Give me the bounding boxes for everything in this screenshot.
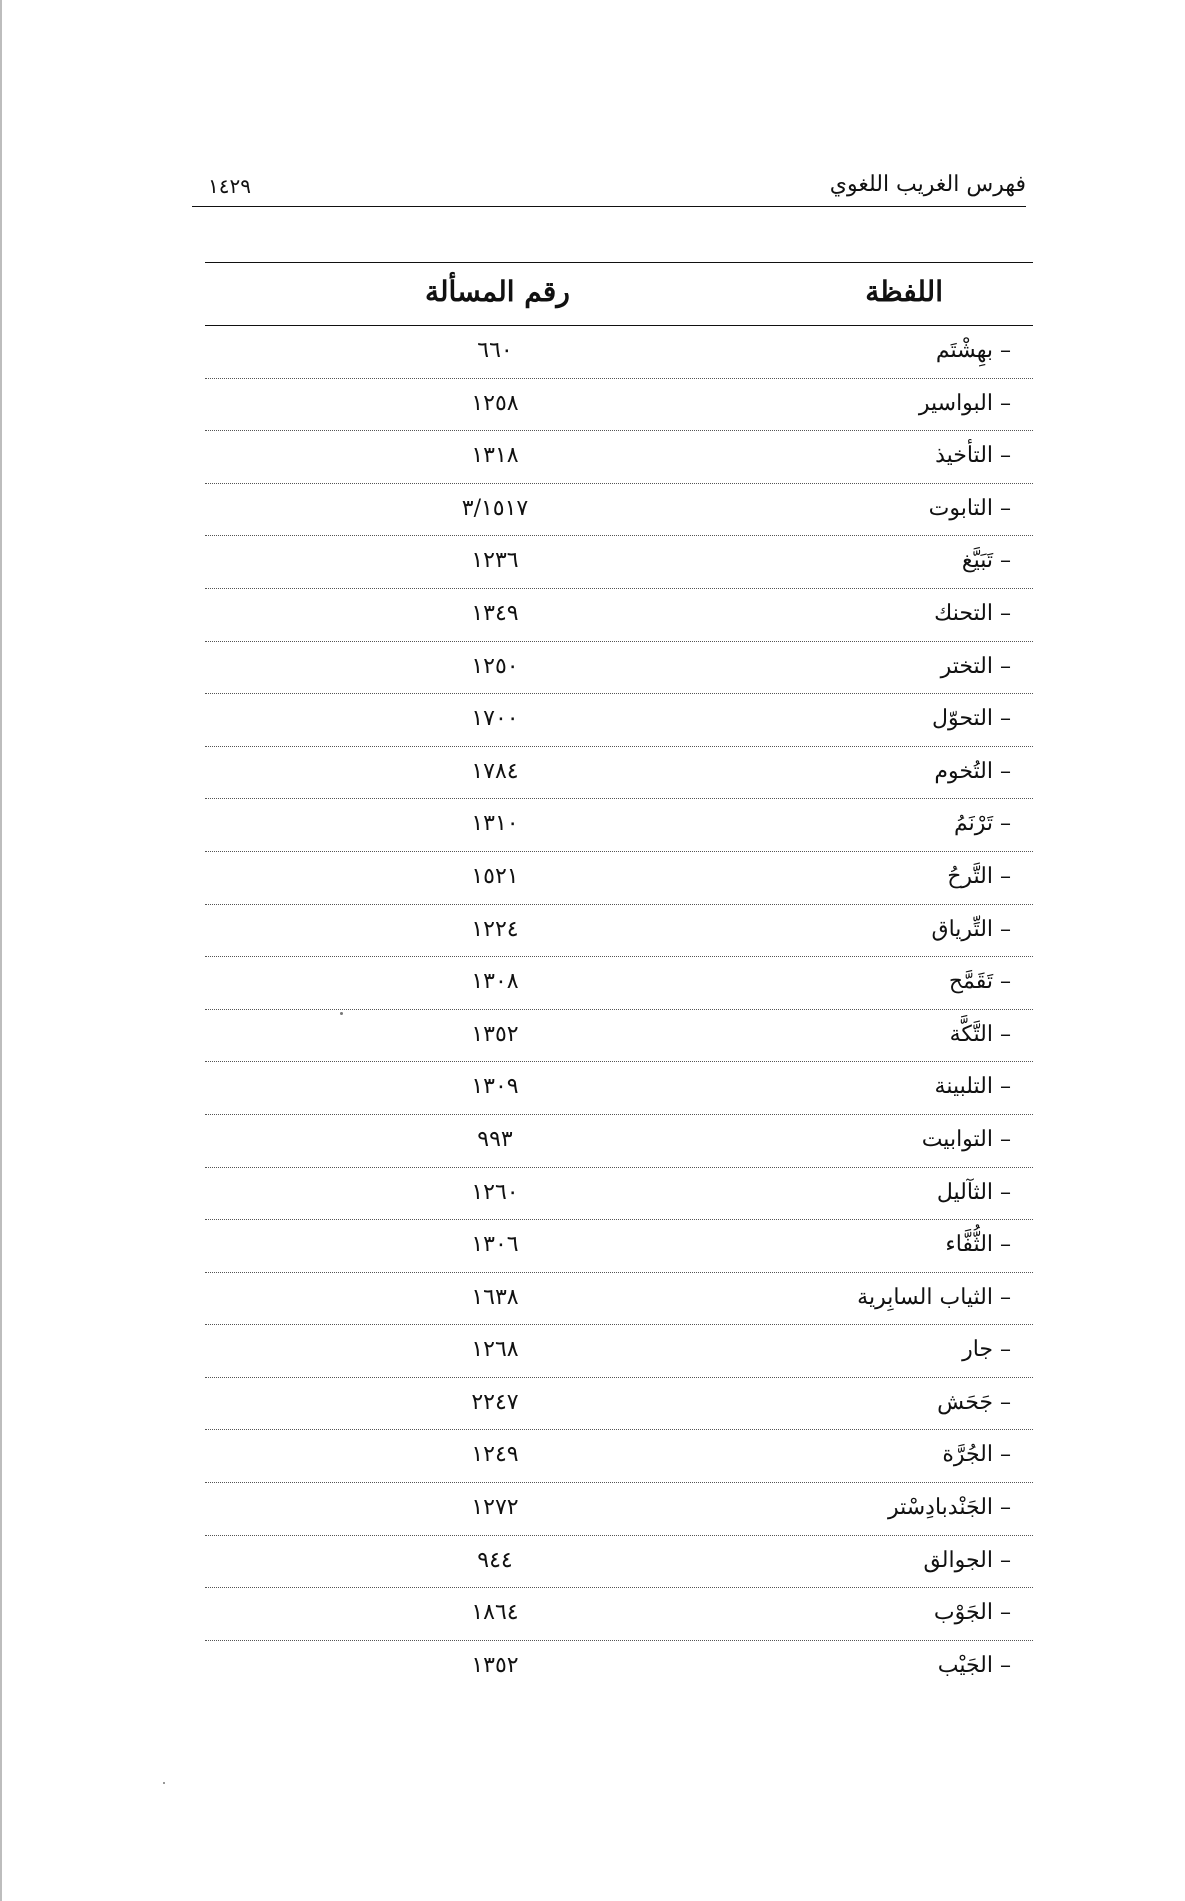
glossary-table: [205, 262, 1033, 1692]
row-number: ١٢٦٨: [471, 1337, 519, 1363]
table-row: [205, 326, 1033, 379]
row-number: ١٢٧٢: [471, 1495, 519, 1521]
row-number: ١٢٥٠: [471, 653, 519, 679]
row-word: – التأخيذ: [935, 443, 1011, 469]
scan-speck: [340, 1012, 343, 1015]
row-number: ١٣٥٢: [471, 1652, 519, 1678]
row-number: ١٣٠٩: [471, 1074, 519, 1100]
row-number: ١٣٤٩: [471, 600, 519, 626]
row-word: – التختر: [940, 653, 1011, 679]
row-word: – التحنك: [934, 600, 1011, 626]
row-number: ١٨٦٤: [471, 1600, 519, 1626]
table-row: [205, 1062, 1033, 1115]
table-row: [205, 642, 1033, 695]
table-row: [205, 852, 1033, 905]
table-row: [205, 1325, 1033, 1378]
row-word: – التوابيت: [921, 1126, 1011, 1152]
row-word: – التحوّل: [932, 706, 1011, 732]
running-title: فهرس الغريب اللغوي: [829, 172, 1026, 197]
row-word: – تَرْنَمُ: [953, 811, 1011, 837]
row-word: – تَقَمَّح: [948, 969, 1011, 995]
table-row: [205, 747, 1033, 800]
table-row: [205, 1115, 1033, 1168]
row-word: – التابوت: [928, 495, 1011, 521]
table-row: [205, 799, 1033, 852]
scan-speck: [163, 1782, 165, 1784]
page-number: ١٤٢٩: [208, 174, 251, 198]
table-row: [205, 1273, 1033, 1326]
row-word: – الثياب السابِرية: [857, 1284, 1011, 1310]
table-body: [205, 326, 1033, 1692]
row-word: – بهِشْتَم: [935, 338, 1011, 363]
row-number: ٩٤٤: [477, 1547, 513, 1573]
table-row: [205, 379, 1033, 432]
table-row: [205, 589, 1033, 642]
row-word: – التلبينة: [934, 1074, 1011, 1100]
row-word: – جار: [962, 1337, 1011, 1363]
table-row: [205, 1483, 1033, 1536]
table-row: [205, 484, 1033, 537]
row-word: – الثآليل: [936, 1179, 1011, 1205]
row-word: – الجَنْدبادِسْتر: [887, 1495, 1011, 1521]
table-row: [205, 1588, 1033, 1641]
table-row: [205, 1378, 1033, 1431]
row-number: ١٣١٠: [471, 811, 519, 837]
page-edge: [0, 0, 2, 1901]
row-number: ١٥٢١: [471, 863, 519, 889]
row-word: – التُخوم: [934, 758, 1011, 784]
row-word: – التَّرحُ: [947, 863, 1011, 889]
table-row: [205, 1010, 1033, 1063]
row-word: – جَحَش: [937, 1389, 1011, 1415]
row-word: – تَبَيَّغ: [961, 548, 1011, 574]
row-number: ١٦٣٨: [471, 1284, 519, 1310]
row-number: ٩٩٣: [477, 1126, 513, 1152]
row-number: ٦٦٠: [477, 338, 513, 363]
row-number: ٢٢٤٧: [471, 1389, 519, 1415]
table-header: [205, 263, 1033, 326]
column-header-word: اللفظة: [865, 275, 943, 308]
row-word: – الجوالق: [923, 1547, 1011, 1573]
row-number: ١٢٥٨: [471, 390, 519, 416]
row-word: – الثُّفَّاء: [945, 1232, 1011, 1258]
row-number: ١٣٠٨: [471, 969, 519, 995]
row-number: ١٢٤٩: [471, 1442, 519, 1468]
table-row: [205, 1641, 1033, 1693]
row-word: – الجَيْب: [937, 1652, 1011, 1678]
row-word: – الجَوْب: [933, 1600, 1011, 1626]
row-word: – البواسير: [918, 390, 1011, 416]
table-row: [205, 957, 1033, 1010]
row-number: ١٣٠٦: [471, 1232, 519, 1258]
row-number: ١٢٦٠: [471, 1179, 519, 1205]
table-row: [205, 1536, 1033, 1589]
row-number: ١٣٥٢: [471, 1021, 519, 1047]
row-word: – التِّرياق: [931, 916, 1011, 942]
row-number: ٣/١٥١٧: [461, 495, 529, 521]
row-number: ١٣١٨: [471, 443, 519, 469]
row-number: ١٢٣٦: [471, 548, 519, 574]
table-row: [205, 694, 1033, 747]
table-row: [205, 431, 1033, 484]
table-row: [205, 1168, 1033, 1221]
row-word: – الجُرَّة: [942, 1442, 1011, 1468]
table-row: [205, 536, 1033, 589]
table-row: [205, 1220, 1033, 1273]
table-row: [205, 905, 1033, 958]
row-number: ١٢٢٤: [471, 916, 519, 942]
table-row: [205, 1430, 1033, 1483]
column-header-number: رقم المسألة: [425, 275, 570, 308]
row-word: – التَّكَّة: [949, 1021, 1011, 1047]
row-number: ١٧٠٠: [471, 706, 519, 732]
row-number: ١٧٨٤: [471, 758, 519, 784]
page-header: [192, 168, 1026, 207]
